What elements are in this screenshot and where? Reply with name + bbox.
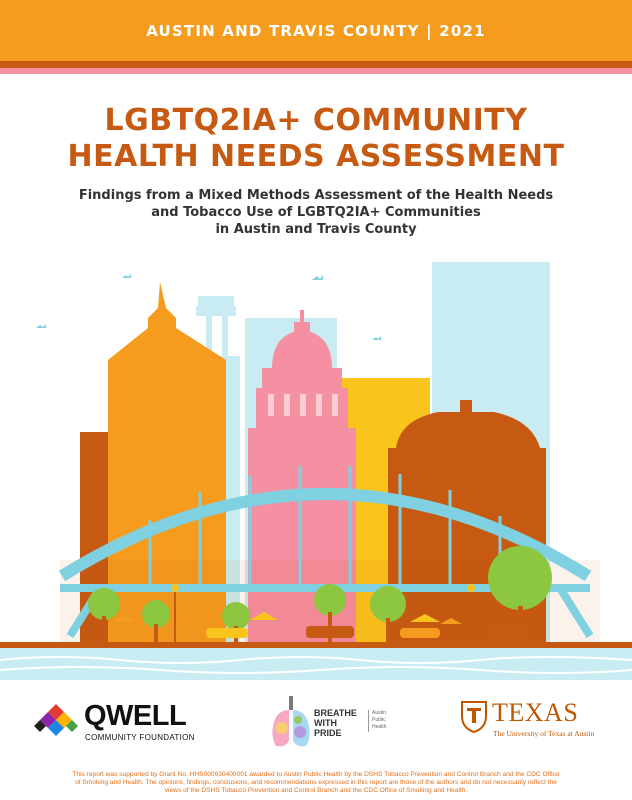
disclaimer-line-3: views of the DSHS Tobacco Prevention and Control Branch and the CDC Office of Smoking and Health. bbox=[164, 787, 468, 794]
page-subtitle bbox=[40, 187, 592, 238]
funding-disclaimer bbox=[28, 771, 604, 795]
lungs-icon bbox=[268, 692, 314, 752]
top-banner bbox=[0, 0, 632, 61]
subtitle-line-3: in Austin and Travis County bbox=[215, 222, 417, 237]
subtitle-line-1: Findings from a Mixed Methods Assessment of the Health Needs bbox=[78, 188, 554, 203]
banner-text: AUSTIN AND TRAVIS COUNTY | 2021 bbox=[146, 21, 486, 40]
texas-subtitle: The University of Texas at Austin bbox=[493, 729, 595, 738]
title-line-1: LGBTQ2IA+ COMMUNITY bbox=[104, 103, 528, 138]
ut-shield-icon bbox=[460, 700, 488, 734]
bwp-line-3: PRIDE bbox=[314, 728, 342, 738]
skyline-illustration bbox=[0, 250, 632, 680]
aph-line-2: Public bbox=[372, 717, 386, 723]
banner-stripe-pink bbox=[0, 68, 632, 74]
texas-wordmark: TEXAS bbox=[492, 698, 579, 727]
bwp-line-1: BREATHE bbox=[314, 708, 357, 718]
qwell-subtitle: COMMUNITY FOUNDATION bbox=[85, 733, 195, 742]
banner-stripe-dark bbox=[0, 61, 632, 68]
qwell-logo bbox=[34, 700, 214, 744]
aph-line-3: Health bbox=[372, 724, 387, 730]
disclaimer-line-1: This report was supported by Grant No. HHS000930400001 awarded to Austin Public Health by the DSHS Tobacco Prevention and Control Branch and the CDC Office bbox=[72, 771, 560, 778]
aph-line-1: Austin bbox=[372, 710, 386, 716]
rainbow-diamond-icon bbox=[34, 700, 80, 744]
page-title bbox=[0, 103, 632, 175]
subtitle-line-2: and Tobacco Use of LGBTQ2IA+ Communities bbox=[151, 205, 481, 220]
bwp-line-2: WITH bbox=[314, 718, 337, 728]
breathe-with-pride-logo bbox=[268, 692, 408, 752]
qwell-wordmark: QWELL bbox=[84, 700, 187, 732]
austin-public-health-logo bbox=[368, 710, 406, 732]
title-line-2: HEALTH NEEDS ASSESSMENT bbox=[67, 139, 565, 174]
disclaimer-line-2: of Smoking and Health. The opinions, findings, conclusions, and recommendations expressed in this report are those of the authors and do not necessarily reflect the bbox=[75, 779, 557, 786]
partner-logos bbox=[0, 692, 632, 752]
breathe-with-pride-text bbox=[314, 708, 357, 738]
ut-austin-logo bbox=[460, 698, 610, 742]
